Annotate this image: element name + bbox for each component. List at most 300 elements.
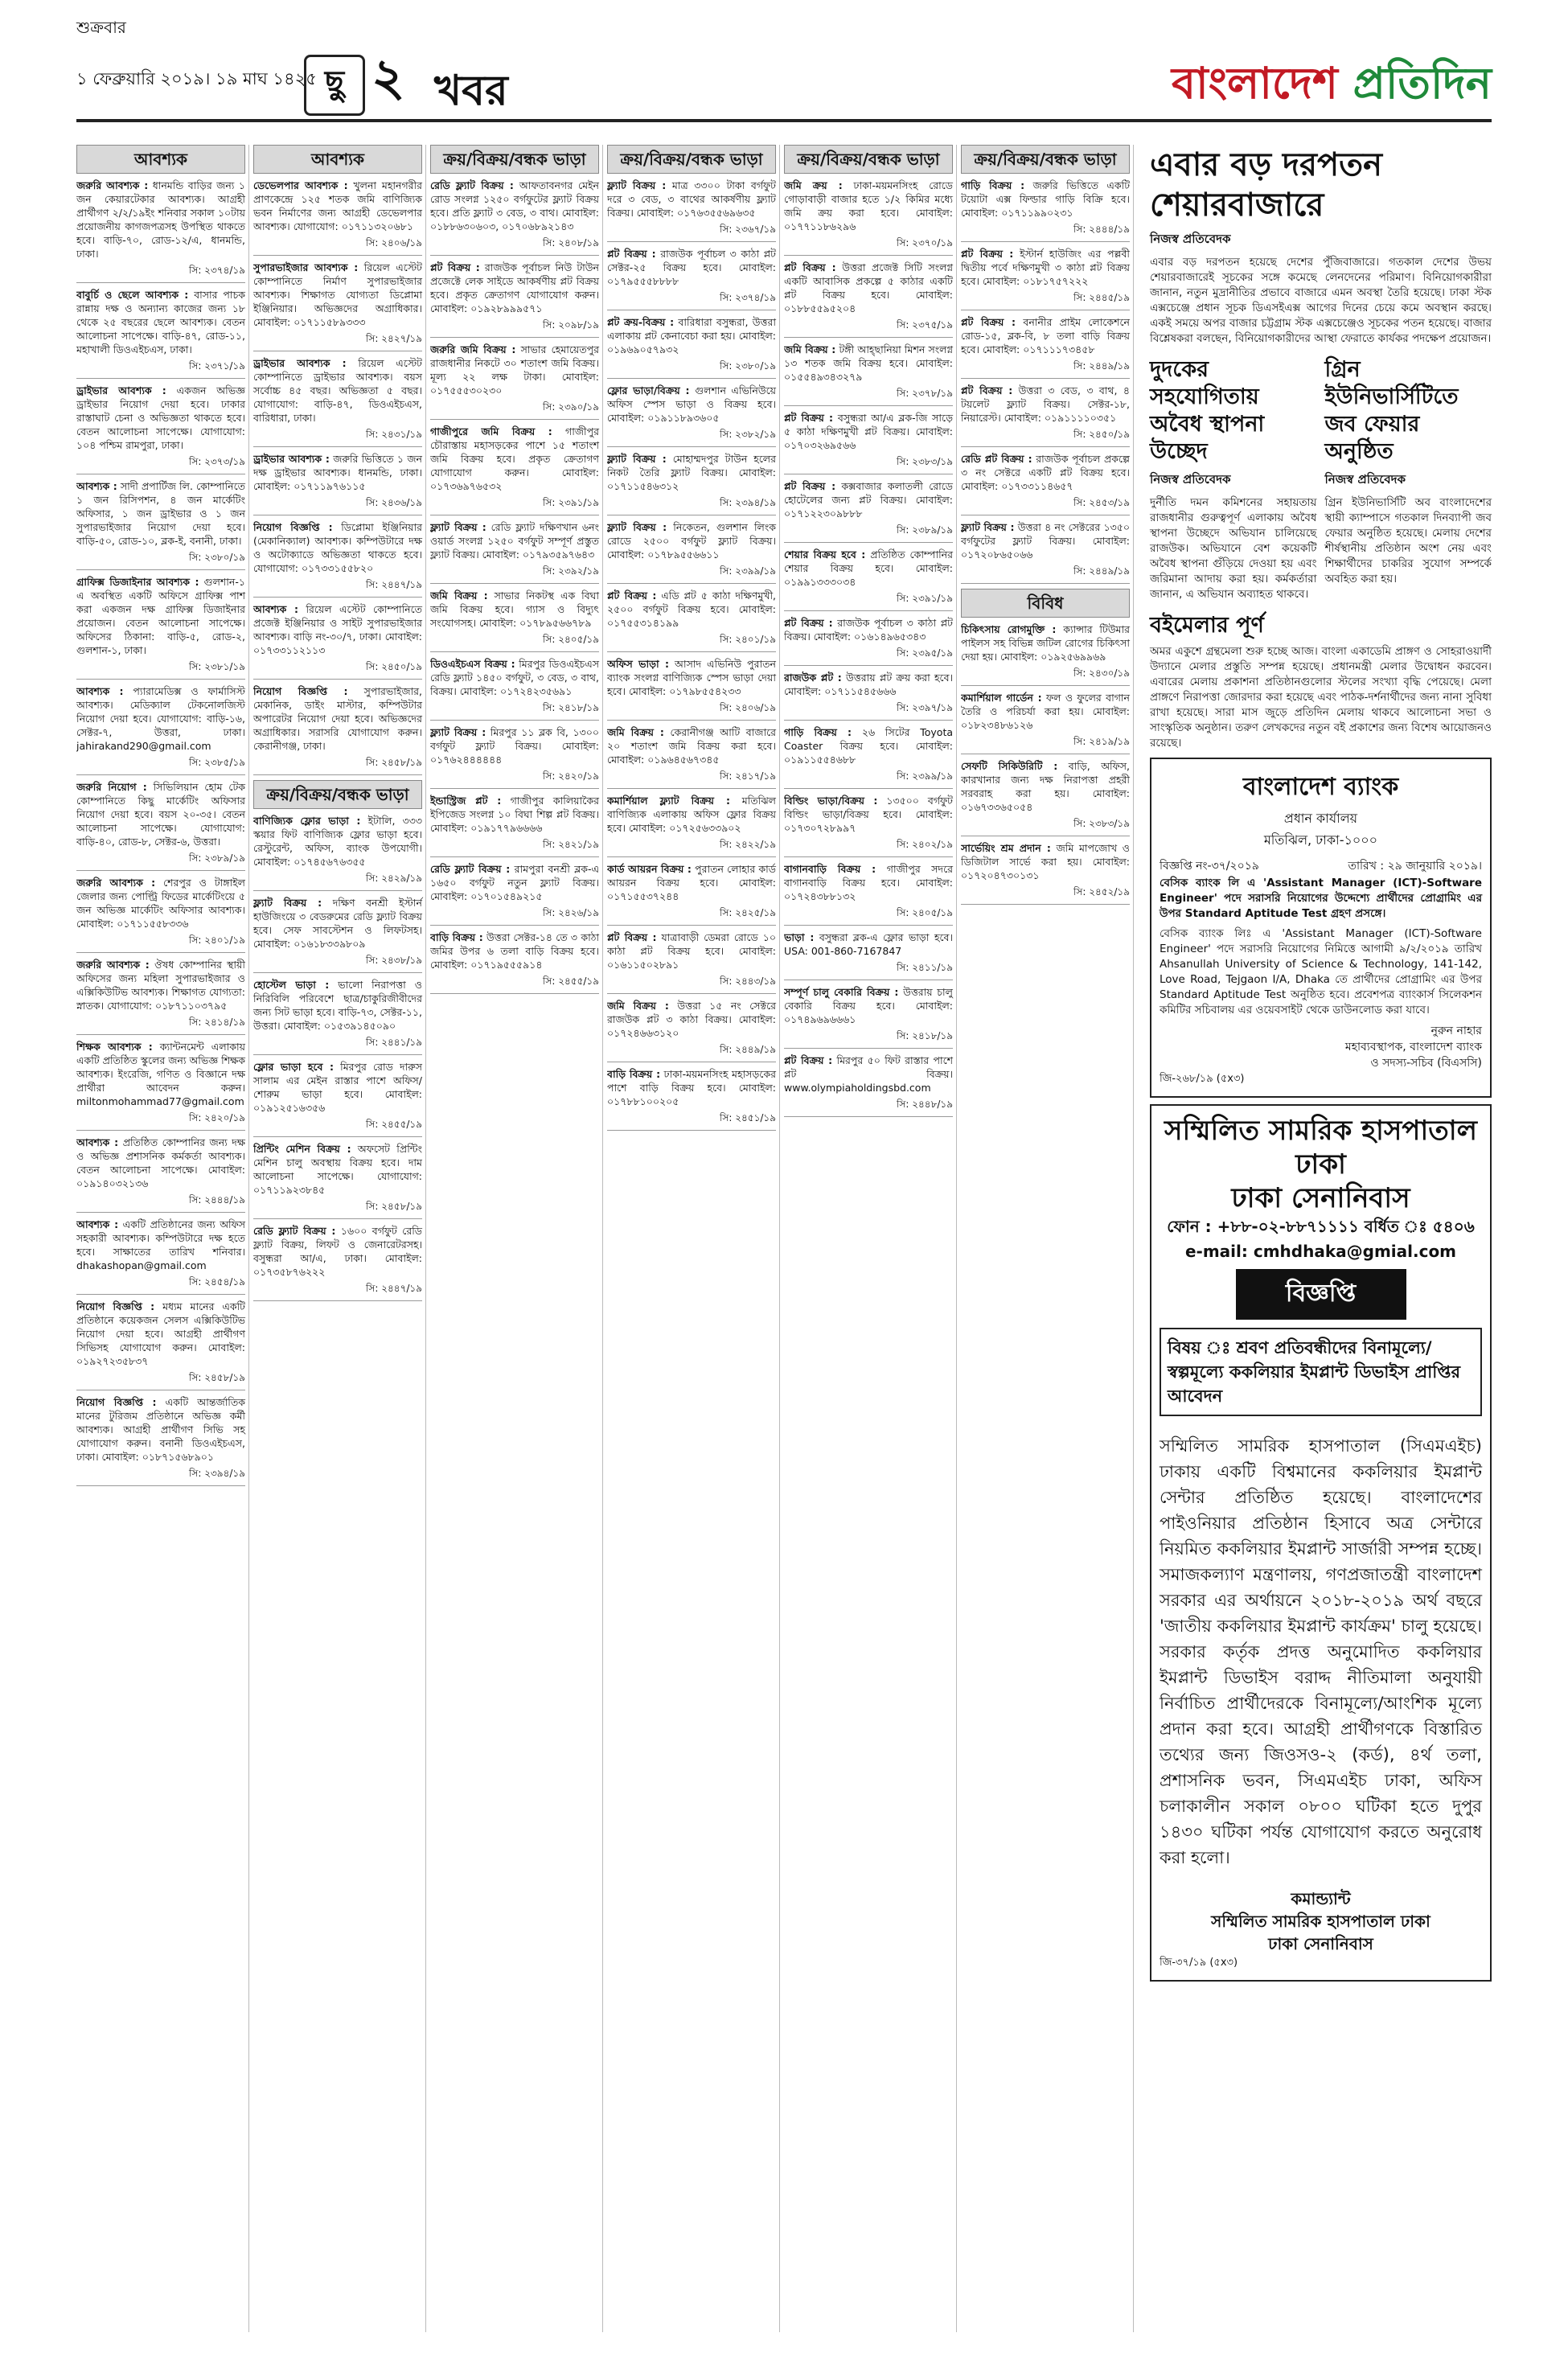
classified-ad [961,384,1130,425]
ad-lead: প্লট বিক্রয় : [784,1054,833,1066]
story4-body: অমর একুশে গ্রন্থমেলা শুরু হচ্ছে আজ। বাংলা একাডেমি প্রাঙ্গণ ও সোহরাওয়ার্দী উদ্যানে মেলার প্রস্তুতি সম্পন্ন হয়েছে। প্রধানমন্ত্রী মেলার উদ্বোধন করবেন। এবারের মেলায় প্রকাশনা প্রতিষ্ঠানগুলোর স্টলের সংখ্যা বৃদ্ধি পেয়েছে। মেলা প্রাঙ্গণে নিরাপত্তা জোরদার করা হয়েছে এবং পাঠক-দর্শনার্থীদের জন্য নানা সুবিধা রাখা হয়েছে। সারা মাস জুড়ে প্রতিদিন মেলায় থাকবে আলোচনা সভা ও সাংস্কৃতিক অনুষ্ঠান। তরুণ লেখকদের নতুন বই প্রকাশের জন্য বিশেষ আয়োজনও রয়েছে। [1150,645,1492,750]
ad-code: সি: ২৩৭১/১৯ [76,359,245,379]
classified-ad [253,1060,422,1115]
ad-code: সি: ২৪৫৫/১৯ [253,1118,422,1137]
ad-text: মোহাম্মদপুর টাউন হলের নিকট তৈরি ফ্ল্যাট বিক্রয়। মোবাইল: ০১৭১১৫৪৬৩১২ [607,453,776,492]
ad-lead: ফ্ল্যাট বিক্রয় : [607,521,667,533]
ad-text: বনানীর প্রাইম লোকেশনে রোড-১৫, ব্লক-বি, ৮ তলা বাড়ি বিক্রয় হবে। মোবাইল: ০১৭১১১৭৩৪৫৮ [961,316,1130,355]
classified-ad [253,602,422,657]
hospital-subject: বিষয় ঃ শ্রবণ প্রতিবন্ধীদের বিনামূল্যে/স্বল্পমূল্যে ককলিয়ার ইমপ্লান্ট ডিভাইস প্রাপ্তির আবেদন [1160,1328,1482,1416]
ad-code: সি: ২৩৮০/১৯ [76,551,245,570]
ad-lead: জমি বিক্রয় : [430,589,488,602]
ad-lead: ফ্লোর ভাড়া/বিক্রয় : [607,384,690,396]
ad-text: রাজউক পূর্বাচল নিউ টাউন প্রজেক্টে লেক সাইডে আকর্ষণীয় প্লট বিক্রয় হবে। প্রকৃত ক্রেতাগণ যোগাযোগ করুন। মোবাইল: ০১৯২৮৯৯৯৫৭১ [430,261,599,314]
ad-lead: ডিওএইচএস বিক্রয় : [430,658,515,670]
ad-code: সি: ২৪৪৯/১৯ [961,565,1130,584]
ad-code: সি: ২৪০১/১৯ [607,633,776,652]
ad-text: রিয়েল এস্টেট কোম্পানিতে ড্রাইভার আবশ্যক। বয়স সর্বোচ্চ ৪৫ বছর। অভিজ্ঞতা ৫ বছর। যোগাযোগ: বাড়ি-৪৭, ডিওএইচএস, বারিধারা, ঢাকা। [253,357,422,424]
classified-ad [76,575,245,657]
ad-code: সি: ২৩৮১/১৯ [76,660,245,680]
ad-code: সি: ২৪৫১/১৯ [607,1111,776,1131]
ad-text: ফল ও ফুলের বাগান তৈরি ও পরিচর্যা করা হয়। মোবাইল: ০১৮২৩৪৮৬১২৬ [961,692,1130,731]
ad-lead: গাড়ি বিক্রয় : [784,726,852,738]
ad-text: সাদী প্রপার্টিজ লি. কোম্পানিতে ১ জন রিসিপশন, ৪ জন মার্কেটিং অফিসার, ১ জন ড্রাইভার ও ১ জন সুপারভাইজার নিয়োগ দেয়া হবে। বাড়ি-৫০, রোড-১০, ব্লক-ই, বনানী, ঢাকা। [76,480,245,547]
ad-code: সি: ২৪৫২/১৯ [961,885,1130,905]
ad-lead: প্লট বিক্রয় : [607,589,657,602]
column-heading: আবশ্যক [253,145,422,174]
ad-code: সি: ২৩৭৪/১৯ [76,264,245,283]
classified-columns [76,145,1138,2332]
ad-code: সি: ২৪৩৮/১৯ [253,954,422,973]
ad-text: মিরপুর ডিওএইচএস রেডি ফ্ল্যাট ১৪৫০ বর্গফুট, ৩ বেড, ৩ বাথ, বিক্রয়। মোবাইল: ০১৭২৪২৩৫৬৯১ [430,658,599,697]
ad-code: সি: ২৩৮৯/১৯ [76,852,245,871]
classified-ad [607,452,776,493]
story2-byline: নিজস্ব প্রতিবেদক [1150,472,1231,487]
brand-main: বাংলাদেশ [1172,57,1353,109]
ad-text: একটি আন্তর্জাতিক মানের টুরিজম প্রতিষ্ঠানে অভিজ্ঞ কর্মী আবশ্যক। আগ্রহী প্রার্থীগণ সিভি সহ যোগাযোগ করুন। বনানী ডিওএইচএস, ঢাকা। মোবাইল: ০১৮৭১৫৬৮৯০১ [76,1396,245,1463]
classified-ad [607,794,776,835]
ad-lead: গাড়ি বিক্রয় : [961,179,1025,191]
ad-text: ১৬০০ বর্গফুট রেডি ফ্ল্যাট বিক্রয়, লিফট ও জেনারেটরসহ। বসুন্ধরা আ/এ, ঢাকা। মোবাইল: ০১৭৩৫৮৭৬২২২ [253,1225,422,1278]
ad-text: ধানমন্ডি বাড়ির জন্য ১ জন কেয়ারটেকার আবশ্যক। আগ্রহী প্রার্থীগণ ২/২/১৯ইং শনিবার সকাল ১০টায় প্রয়োজনীয় কাগজপত্রসহ উপস্থিত থাকতে হবে। বাড়ি-৭০, রোড-১২/এ, ধানমন্ডি, ঢাকা। [76,179,245,260]
classified-ad [961,247,1130,288]
ad-code: সি: ২৩৮৩/১৯ [784,455,953,474]
ad-lead: আবশ্যক : [76,1136,119,1148]
ad-text: গাজীপুর সদরে বাগানবাড়ি বিক্রয় হবে। মোবাইল: ০১৭২৪৩৮৮১৩২ [784,863,953,902]
ad-code: সি: ২৪১৮/১৯ [784,1029,953,1049]
classified-ad [253,520,422,575]
ad-lead: শিক্ষক আবশ্যক : [76,1041,153,1053]
classified-ad [430,261,599,315]
ad-code: সি: ২৪২৫/১৯ [607,906,776,926]
bank-body: বেসিক ব্যাংক লিঃ এ 'Assistant Manager (ICT)-Software Engineer' পদে সরাসরি নিয়োগের নিমিত্তে আগামী ৯/২/২০১৯ তারিখ Ahsanullah University of Science & Technology, 141-142, Love Road, Tejgaon I/A, Dhaka তে প্রার্থীদের প্রোগ্রামিং এর উপর Standard Aptitude Test অনুষ্ঠিত হবে। প্রবেশপত্র ব্যাংকার্স সিলেকশন কমিটির সচিবালয় এর ওয়েবসাইট থেকে ডাউনলোড করা যাবে। [1160,927,1482,1017]
ad-lead: প্লট বিক্রয় : [784,480,836,492]
ad-code: সি: ২৪৪৩/১৯ [607,975,776,994]
ad-text: উত্তরা ১৫ নং সেক্টরে রাজউক প্লট ৩ কাঠা বিক্রয়। মোবাইল: ০১৭২৪৬৬৩১২০ [607,1000,776,1039]
ad-lead: বিল্ডিং ভাড়া/বিক্রয় : [784,795,878,807]
ad-text: শেরপুর ও টাঙ্গাইল জেলার জন্য পোল্ট্রি ফিডের মার্কেটিংয়ে ৫ জন অভিজ্ঞ মার্কেটিং অফিসার আবশ্যক। মোবাইল: ০১৭১১৫৫৮৩৩৬ [76,877,245,930]
ad-lead: রাজউক প্লট : [784,672,842,684]
ad-lead: অফিস ভাড়া : [607,658,669,670]
side-stories [1150,351,1492,607]
classified-ad [961,691,1130,732]
classified-ad [784,343,953,384]
ad-text: মতিঝিল বাণিজ্যিক এলাকায় অফিস ফ্লোর বিক্রয় হবে। মোবাইল: ০১৭২৫৬৩৩৯০২ [607,795,776,834]
ad-lead: আবশ্যক : [76,1218,119,1230]
classified-ad [784,548,953,589]
classified-ad [607,247,776,288]
classified-ad [607,930,776,971]
page-number: ২ [371,48,405,108]
masthead-rule [76,119,1492,122]
ad-lead: জমি বিক্রয় : [784,343,836,355]
ad-lead: প্লট বিক্রয় : [961,248,1014,260]
ad-text: মিরপুর ৫০ ফিট রাস্তার পাশে প্লট বিক্রয়। www.olympiaholdingsbd.com [784,1054,953,1094]
ad-code: সি: ২৪৫৫/১৯ [430,975,599,994]
classified-ad [607,315,776,356]
classified-ad [784,479,953,520]
ad-text: জরুরি ভিত্তিতে ১ জন দক্ষ ড্রাইভার আবশ্যক। ধানমন্ডি, ঢাকা। মোবাইল: ০১৭১১৯৭৬১১৫ [253,453,422,492]
ad-text: আসাদ এভিনিউ পুরাতন ব্যাংক সংলগ্ন বাণিজ্যিক স্পেস ভাড়া দেয়া হবে। মোবাইল: ০১৭৯৮৫৫৪২৩৩ [607,658,776,697]
story3-headline: গ্রিন ইউনিভার্সিটিতে জব ফেয়ার অনুষ্ঠিত [1324,357,1459,464]
ad-code: সি: ২৪৫৮/১৯ [253,1200,422,1219]
classified-ad [961,520,1130,561]
hospital-org-1: সম্মিলিত সামরিক হাসপাতাল ঢাকা [1164,1115,1477,1181]
ad-lead: বাবুর্চি ও ছেলে আবশ্যক : [76,289,189,301]
hospital-sign-org1: সম্মিলিত সামরিক হাসপাতাল ঢাকা [1211,1912,1430,1931]
classified-ad [430,930,599,971]
ad-text: আফতাবনগর মেইন রোড সংলগ্ন ১২৫০ বর্গফুটের ফ্ল্যাট বিক্রয় হবে। প্রতি ফ্ল্যাট ৩ বেড, ৩ বাথ। মোবাইল: ০১৮৮৬৩০৬০৩, ০১৭০৬৮৯২১৪৩ [430,179,599,232]
ad-lead: ফ্ল্যাট বিক্রয় : [607,453,667,465]
ad-lead: ফ্ল্যাট বিক্রয় : [253,897,322,909]
classified-ad [607,179,776,220]
classified-ad [253,896,422,951]
story1-byline: নিজস্ব প্রতিবেদক [1150,232,1231,246]
classified-ad [784,261,953,315]
ad-text: মাত্র ৩৩০০ টাকা বর্গফুট দরে ৩ বেড, ৩ বাথের আকর্ষণীয় ফ্ল্যাট বিক্রয়। মোবাইল: ০১৭৬৩৫৫৬৯৬৩৫ [607,179,776,219]
ad-text: মিরপুর ১১ ব্লক বি, ১৩০০ বর্গফুট ফ্ল্যাট বিক্রয়। মোবাইল: ০১৭৬২৪৪৪৪৪৪ [430,726,599,766]
ad-lead: প্লট বিক্রয় : [961,316,1016,328]
classified-ad [784,985,953,1026]
classified-ad [607,520,776,561]
ad-lead: সুপারভাইজার আবশ্যক : [253,261,359,273]
ad-text: ইস্টার্ন হাউজিং এর পল্লবী দ্বিতীয় পর্বে দক্ষিণমুখী ৩ কাঠা প্লট বিক্রয় হবে। মোবাইল: ০১৮১৭৫৭২২২ [961,248,1130,287]
ad-lead: জরুরি আবশ্যক : [76,877,156,889]
ad-text: গুলশান এভিনিউয়ে অফিস স্পেস ভাড়া ও বিক্রয় হবে। মোবাইল: ০১৯১১৮৯৩৬০৫ [607,384,776,424]
ad-lead: নিয়োগ বিজ্ঞপ্তি : [253,521,333,533]
classified-ad [253,356,422,425]
ad-code: সি: ২৩৯৫/১৯ [784,647,953,666]
ad-lead: আবশ্যক : [76,685,124,697]
classified-column [607,145,780,2332]
classified-ad [253,1224,422,1279]
ad-code: সি: ২৪৩৬/১৯ [253,496,422,515]
ad-code: সি: ২৪২০/১৯ [430,770,599,789]
ad-text: উত্তরায় চালু বেকারি বিক্রয় হবে। মোবাইল: ০১৭৪৯৬৯৬৬৬১ [784,986,953,1025]
classified-ad [961,452,1130,493]
ad-text: কক্সবাজার কলাতলী রোডে হোটেলের জন্য প্লট বিক্রয়। মোবাইল: ০১৭১২২৩০৯৮৮৮ [784,480,953,520]
ad-lead: হোস্টেল ভাড়া : [253,979,330,991]
bank-sign-title: মহাব্যবস্থাপক, বাংলাদেশ ব্যাংক [1344,1041,1482,1054]
ad-text: ১৩৫০০ বর্গফুট বিল্ডিং ভাড়া/বিক্রয় হবে। মোবাইল: ০১৭৩০৭২৮৯৯৭ [784,795,953,834]
ad-lead: জরুরি আবশ্যক : [76,179,149,191]
ad-code: সি: ২৩৯২/১৯ [430,565,599,584]
classified-ad [784,179,953,233]
notice-title: বিজ্ঞপ্তি [1236,1269,1406,1320]
classified-ad [253,978,422,1033]
classified-column [784,145,957,2332]
hospital-phone: ফোন : +৮৮-০২-৮৮৭১১১১ বর্ধিত ঃ ৫৪০৬ [1167,1217,1475,1236]
ad-code: সি: ২৩৮৫/১৯ [76,756,245,775]
ad-code: সি: ২৪৫৮/১৯ [76,1371,245,1390]
classified-column [253,145,426,2332]
ad-text: উত্তরা সেক্টর-১৪ তে ৩ কাঠা জমির উপর ৬ তলা বাড়ি বিক্রয় হবে। মোবাইল: ০১৭১৯৫৫৫৯১৪ [430,931,599,971]
ad-text: ঢাকা-ময়মনসিংহ মহাসড়কের পাশে বাড়ি বিক্রয় হবে। মোবাইল: ০১৭৮৮১০০২০৫ [607,1068,776,1107]
classified-ad [961,622,1130,663]
ad-text: বসুন্ধরা আ/এ ব্লক-জি সাড়ে ৫ কাঠা দক্ষিণমুখী প্লট বিক্রয়। মোবাইল: ০১৭০৩২৬৯৫৬৬ [784,412,953,451]
ad-lead: সেফটি সিকিউরিটি : [961,760,1058,772]
classified-column [76,145,249,2332]
ad-lead: চিকিৎসায় রোগমুক্তি : [961,623,1057,635]
news-area [1150,145,1492,2332]
section-title: খবর [434,67,508,115]
ad-text: অফসেট প্রিন্টিং মেশিন চালু অবস্থায় বিক্রয় হবে। দাম আলোচনা সাপেক্ষে। যোগাযোগ: ০১৭১১৯২৩৮৪৫ [253,1143,422,1196]
bank-ref-row [1160,856,1482,876]
ad-code: সি: ২৪৩০/১৯ [961,667,1130,686]
ad-code: সি: ২৩৯৯/১৯ [607,565,776,584]
ad-lead: ফ্ল্যাট বিক্রয় : [430,726,486,738]
ad-text: একটি প্রতিষ্ঠানের জন্য অফিস সহকারী আবশ্যক। কম্পিউটারে দক্ষ হতে হবে। সাক্ষাতের তারিখ শনিবার। dhakashopan@gmail.com [76,1218,245,1271]
ad-lead: জমি বিক্রয় : [607,1000,669,1012]
classified-ad [607,862,776,903]
classified-ad [607,589,776,630]
ad-code: সি: ২৩৭৮/১৯ [784,387,953,406]
ad-code: সি: ২৪১৭/১৯ [607,770,776,789]
ad-text: সাভার নিকটস্থ এক বিঘা জমি বিক্রয় হবে। গ্যাস ও বিদ্যুৎ সংযোগসহ। মোবাইল: ০১৭৮৯৫৬৬৭৮৯ [430,589,599,629]
classified-ad [961,179,1130,220]
ad-lead: প্লট বিক্রয় : [607,248,656,260]
hospital-email[interactable]: e-mail: cmhdhaka@gmial.com [1184,1242,1457,1261]
classified-ad [784,930,953,958]
ad-code: সি: ২৪২১/১৯ [430,838,599,857]
classified-column [430,145,603,2332]
classified-ad [76,179,245,261]
classified-ad [253,684,422,753]
ad-text: বাড়ি, অফিস, কারখানার জন্য দক্ষ নিরাপত্তা প্রহরী সরবরাহ করা হয়। মোবাইল: ০১৬৭৩৩৬৫০৫৪ [961,760,1130,813]
ad-lead: ড্রাইভার আবশ্যক : [253,453,330,465]
ad-code: সি: ২৩৮৯/১৯ [784,524,953,543]
classified-ad [253,261,422,329]
ad-text: রিয়েল এস্টেট কোম্পানিতে প্রজেক্ট ইঞ্জিনিয়ার ও সাইট সুপারভাইজার আবশ্যক। বাড়ি নং-৩০/৭, ঢাকা। মোবাইল: ০১৭৩৩১১২১১৩ [253,603,423,656]
ad-text: প্রতিষ্ঠিত কোম্পানির জন্য দক্ষ ও অভিজ্ঞ প্রশাসনিক কর্মকর্তা আবশ্যক। বেতন আলোচনা সাপেক্ষে। মোবাইল: ০১৯১৪০৩২১৩৬ [76,1136,245,1189]
classified-ad [76,876,245,930]
classified-ad [76,288,245,356]
classified-ad [76,1136,245,1190]
ad-text: রিয়েল এস্টেট কোম্পানিতে নির্মাণ সুপারভাইজার আবশ্যক। শিক্ষাগত যোগ্যতা ডিপ্লোমা ইঞ্জিনিয়ার। অভিজ্ঞদের অগ্রাধিকার। মোবাইল: ০১৭১১৫৮৯৩৩৩ [253,261,422,328]
ad-code: সি: ২৪৫০/১৯ [253,660,422,680]
ad-lead: ফ্ল্যাট বিক্রয় : [607,179,667,191]
ad-code: সি: ২৪১৪/১৯ [76,1016,245,1035]
hospital-sign-org2: ঢাকা সেনানিবাস [1268,1934,1373,1953]
classified-ad [253,179,422,233]
story3-body: গ্রিন ইউনিভার্সিটি অব বাংলাদেশের স্থায়ী ক্যাম্পাসে গতকাল দিনব্যাপী জব ফেয়ার অনুষ্ঠিত হয়েছে। মেলায় দেশের শীর্ষস্থানীয় প্রতিষ্ঠান অংশ নেয় এবং শিক্ষার্থীদের চাকরির সুযোগ সম্পর্কে অবহিত করা হয়। [1324,496,1492,585]
classified-ad [76,1300,245,1368]
bank-address: মতিঝিল, ঢাকা-১০০০ [1263,832,1378,848]
ad-code: সি: ২৪০৬/১৯ [253,236,422,256]
ad-text: খুলনা মহানগরীর প্রাণকেন্দ্রে ১২৫ শতক জমি বাণিজ্যিক ভবন নির্মাণের জন্য আগ্রহী ডেভেলপার আবশ্যক। যোগাযোগ: ০১৭১১৩২০৬৮১ [253,179,422,232]
ad-text: উত্তরা প্রজেক্ট সিটি সংলগ্ন একটি আবাসিক প্রকল্পে ৫ কাঠার একটি প্লট বিক্রয় হবে। মোবাইল: ০১৮৮৫৫৯৫২০৪ [784,261,953,314]
ad-lead: প্লট বিক্রয় : [784,617,833,629]
ad-code: সি: ২৪১১/১৯ [784,961,953,980]
classified-ad [76,479,245,548]
story3 [1325,351,1492,607]
classified-ad [430,179,599,233]
ad-lead: সার্ভেয়িং শ্রম প্রদান : [961,842,1051,854]
bank-office: প্রধান কার্যালয় [1283,811,1358,826]
ad-text: রামপুরা বনশ্রী ব্লক-এ ১৬৫০ বর্গফুট নতুন ফ্ল্যাট বিক্রয়। মোবাইল: ০১৭০১৫৪৯২১৫ [430,863,599,902]
ad-text: মিরপুর রোড দারুস সালাম এর মেইন রাস্তার পাশে অফিস/শোরুম ভাড়া হবে। মোবাইল: ০১৯১২৫১৬৩৫৬ [253,1061,422,1114]
masthead [0,0,1568,137]
story1-headline: এবার বড় দরপতন শেয়ারবাজারে [1150,146,1383,224]
story2-headline: দুদকের সহযোগিতায় অবৈধ স্থাপনা উচ্ছেদ [1150,357,1265,464]
classified-ad [607,999,776,1040]
ad-code: সি: ২৪৪৪/১৯ [76,1193,245,1213]
ad-code: সি: ২৪৫০/১৯ [961,428,1130,447]
weekday: শুক্রবার [76,18,126,37]
hospital-notice [1150,1104,1492,1982]
bank-org: বাংলাদেশ ব্যাংক [1242,773,1399,801]
ad-text: টঙ্গী আহ্ছানিয়া মিশন সংলগ্ন ১৩ শতক জমি বিক্রয় হবে। মোবাইল: ০১৫৫৪৯৩৪৩২৭৯ [784,343,953,383]
ad-text: রাজউক পূর্বাচল ৩ কাঠা প্লট সেক্টর-২৫ বিক্রয় হবে। মোবাইল: ০১৭৯৫৫৫৮৮৮৮ [607,248,776,287]
ad-text: রাজউক পূর্বাচল প্রকল্পে ৩ নং সেক্টরে একটি প্লট বিক্রয় হবে। মোবাইল: ০১৭৩৩১১৪৬৫৭ [961,453,1130,492]
classified-ad [784,671,953,698]
ad-code: সি: ২৩৮৩/১৯ [961,817,1130,836]
ad-text: জরুরি ভিত্তিতে একটি টয়োটা এক্স ফিল্ডার গাড়ি বিক্রি হবে। মোবাইল: ০১৭১১৯৯০২৩১ [961,179,1131,219]
classified-ad [784,725,953,766]
classified-ad [784,862,953,903]
ad-text: গাজীপুর চৌরাস্তায় মহাসড়কের পাশে ১৫ শতাংশ জমি বিক্রয় হবে। প্রকৃত ক্রেতাগণ যোগাযোগ করুন। মোবাইল: ০১৭৩৬৯৭৬৫৩২ [430,425,599,492]
classified-ad [253,814,422,869]
ad-text: কেরানীগঞ্জ আটি বাজারে ২০ শতাংশ জমি বিক্রয় করা হবে। মোবাইল: ০১৯৬৪৫৬৭৩৪৫ [607,726,776,766]
story2-body: দুর্নীতি দমন কমিশনের সহায়তায় রাজধানীর গুরুত্বপূর্ণ এলাকায় অবৈধ স্থাপনা উচ্ছেদে অভিযান চালিয়েছে রাজউক। অভিযানে বেশ কয়েকটি অবৈধ স্থাপনা গুঁড়িয়ে দেওয়া হয় এবং জরিমানা আদায় করা হয়। কর্মকর্তারা জানান, এ অভিযান অব্যাহত থাকবে। [1150,496,1317,601]
classified-ad [76,684,245,753]
ad-text: দক্ষিণ বনশ্রী ইস্টার্ন হাউজিংয়ে ৩ বেডরুমের রেডি ফ্ল্যাট বিক্রয় হবে। সেফ সাবস্টেশন ও লিফটসহ। মোবাইল: ০১৬১৮৩৩৯৮০৯ [253,897,422,950]
column-heading: আবশ্যক [76,145,245,174]
ad-lead: ফ্ল্যাট বিক্রয় : [430,521,486,533]
ad-text: ডিপ্লোমা ইঞ্জিনিয়ার (মেকানিক্যাল) আবশ্যক। কম্পিউটারে দক্ষ ও অটোক্যাডে অভিজ্ঞতা থাকতে হবে। যোগাযোগ: ০১৭৩৩১৫৫৮২০ [253,521,422,574]
ad-code: সি: ২৪০৬/১৯ [607,701,776,721]
ad-text: উত্তরা ৪ নং সেক্টরের ১৩৫০ বর্গফুটের ফ্ল্যাট বিক্রয়। মোবাইল: ০১৭২০৮৬৫০৬৬ [961,521,1130,561]
bank-footer: জি-২৬৮/১৯ (৫x৩) [1160,1073,1245,1085]
classified-ad [430,589,599,630]
ad-text: সাভার হেমায়েতপুর রাজধানীর নিকটে ৩০ শতাংশ জমি বিক্রয়। মূল্য ২২ লক্ষ টাকা। মোবাইল: ০১৭৫৫৫৩০২৩০ [430,343,599,396]
classified-ad [784,794,953,835]
ad-text: প্যারামেডিক্স ও ফার্মাসিস্ট আবশ্যক। মেডিক্যাল টেকনোলজিস্ট নিয়োগ দেয়া হবে। যোগাযোগ: বাড়ি-১৬, সেক্টর-৭, উত্তরা, ঢাকা। jahirakand290@gmail.com [76,685,246,752]
ad-code: সি: ২৪০১/১৯ [76,934,245,953]
classified-ad [607,1067,776,1108]
ad-text: ঢাকা-ময়মনসিংহ রোডে গোড়াবাড়ী বাজার হতে ১/২ কিমির মধ্যে জমি ক্রয় করা হবে। মোবাইল: ০১৭৭১১৮৬২৯৬ [784,179,953,232]
ad-code: সি: ২৪১৯/১৯ [961,735,1130,754]
story3-byline: নিজস্ব প্রতিবেদক [1324,472,1406,487]
ad-text: প্রতিষ্ঠিত কোম্পানির শেয়ার বিক্রয় হবে। মোবাইল: ০১৯৯১৩৩৩০৩৪ [784,548,954,588]
ad-text: ভালো নিরাপত্তা ও নিরিবিলি পরিবেশে ছাত্র/চাকুরিজীবীদের জন্য সিট ভাড়া হবে। বাড়ি-৭৩, সেক্টর-১১, উত্তরা। মোবাইল: ০১৫৩৯১৪৫০৯০ [253,979,422,1032]
ad-text: সিভিলিয়ান হোম টেক কোম্পানিতে কিছু মার্কেটিং অফিসার নিয়োগ দেয়া হবে। বয়স ২০-৩৫। বেতন আলোচনা সাপেক্ষে। যোগাযোগ: বাড়ি-৪০, রোড-৮, সেক্টর-৬, উত্তরা। [76,781,246,848]
ad-text: মধ্যম মানের একটি প্রতিষ্ঠানে কয়েকজন সেলস এক্সিকিউটিভ নিয়োগ দেয়া হবে। আগ্রহী প্রার্থীগণ সিভিসহ যোগাযোগ করুন। মোবাইল: ০১৯২৭২৩৫৮৩৭ [76,1300,245,1367]
ad-lead: জরুরি জমি বিক্রয় : [430,343,516,355]
hospital-sign-title: কমান্ড্যান্ট [1291,1889,1351,1908]
classified-ad [76,384,245,452]
ad-code: সি: ২৪৪৯/১৯ [961,359,1130,379]
ad-lead: রেডি প্লট বিক্রয় : [961,453,1032,465]
ad-lead: আবশ্যক : [253,603,299,615]
ad-text: উত্তরায় প্লট ক্রয় করা হবে। মোবাইল: ০১৭১১৫৪৫৬৬৬ [784,672,954,697]
classified-ad [961,841,1130,882]
ad-code: সি: ২৩৭৫/১৯ [784,318,953,338]
ad-code: সি: ২৩৯৪/১৯ [607,496,776,515]
classified-ad [76,1395,245,1464]
ad-code: সি: ২৪৩১/১৯ [253,428,422,447]
column-heading: ক্রয়/বিক্রয়/বন্ধক ভাড়া [784,145,953,174]
ad-code: সি: ২৪৪৫/১৯ [961,291,1130,310]
classified-ad [430,657,599,698]
section-logo-icon: ছু [304,55,365,116]
ad-code: সি: ২৪০৮/১৯ [430,236,599,256]
classified-ad [76,1040,245,1108]
ad-lead: জরুরি নিয়োগ : [76,781,147,793]
ad-code: সি: ২৩৭৩/১৯ [76,455,245,474]
ad-code: সি: ২৪৫৮/১৯ [253,756,422,775]
ad-code: সি: ২৩৬৭/১৯ [607,223,776,242]
ad-text: গাজীপুর কালিয়াকৈর ইপিজেড সংলগ্ন ১০ বিঘা শিল্প প্লট বিক্রয়। মোবাইল: ০১৯১৭৭৯৬৬৬৬ [430,795,599,834]
ad-code: সি: ২৩৯১/১৯ [430,496,599,515]
ad-lead: ডেভেলপার আবশ্যক : [253,179,348,191]
ad-code: সি: ২৪০৫/১৯ [430,633,599,652]
classified-ad [430,343,599,397]
ad-lead: কমার্শিয়াল ফ্ল্যাট বিক্রয় : [607,795,731,807]
ad-text: বারিধারা বসুন্ধরা, উত্তরা এলাকায় প্লট কেনাবেচা করা হয়। মোবাইল: ০১৯৬৯০৫৭৯৩২ [607,316,776,355]
ad-lead: ড্রাইভার আবশ্যক : [253,357,347,369]
classified-ad [253,452,422,493]
ad-code: সি: ২৪২৭/১৯ [253,332,422,351]
ad-text: উত্তরা ৩ বেড, ৩ বাথ, ৪ টয়লেট ফ্ল্যাট বিক্রয়। সেক্টর-১৮, নিয়ারেস্ট। মোবাইল: ০১৯১১১১০৩৫১ [961,384,1130,424]
classified-ad [76,1218,245,1272]
ad-lead: নিয়োগ বিজ্ঞপ্তি : [76,1300,155,1312]
ad-code: সি: ২৩৭৪/১৯ [607,291,776,310]
ad-lead: বাড়ি বিক্রয় : [430,931,483,943]
newspaper-brand [1172,50,1492,122]
ad-lead: প্লট বিক্রয় : [430,261,480,273]
ad-text: ক্যান্সার টিউমার পাইলস সহ বিভিন্ন জটিল রোগের চিকিৎসা দেয়া হয়। মোবাইল: ০১৯২৫৬৯৯৬৯ [961,623,1130,663]
column-heading: বিবিধ [961,589,1130,618]
ad-code: সি: ২৪০২/১৯ [784,838,953,857]
bank-notice [1150,758,1492,1098]
bank-sign-role: ও সদস্য-সচিব (বিএসসি) [1370,1057,1482,1070]
ad-lead: ভাড়া : [784,931,815,943]
ad-text: এডি প্লট ৫ কাঠা দক্ষিণমুখী, ২৫০০ বর্গফুট বিক্রয় হবে। মোবাইল: ০১৭৫৫৩১৪১৯৯ [607,589,777,629]
ad-lead: বাড়ি বিক্রয় : [607,1068,661,1080]
date-line: ১ ফেব্রুয়ারি ২০১৯। ১৯ মাঘ ১৪২৫ [76,69,317,88]
ad-text: জমি মাপজোখ ও ডিজিটাল সার্ভে করা হয়। মোবাইল: ০১৭২০৪৭৩০১৩১ [961,842,1130,881]
brand-accent: প্রতিদিন [1353,57,1492,109]
ad-code: সি: ২৩৯৭/১৯ [784,701,953,721]
ad-code: সি: ২০৯৮/১৯ [430,318,599,338]
ad-lead: আবশ্যক : [76,480,117,492]
classified-ad [607,725,776,766]
ad-code: সি: ২৪৪৮/১৯ [784,1098,953,1117]
ad-code: সি: ২৪৪৭/১৯ [253,578,422,598]
ad-code: সি: ২৩৯১/১৯ [784,592,953,611]
classified-ad [961,759,1130,814]
ad-code: সি: ২৪৪৭/১৯ [253,1282,422,1301]
ad-lead: প্লট বিক্রয় : [961,384,1013,396]
classified-ad [76,958,245,1012]
classified-ad [430,862,599,903]
ad-text: রাজউক পূর্বাচল ৩ কাঠা প্লট বিক্রয়। মোবাইল: ০১৬১৪৯৬৫৩৪৩ [784,617,953,643]
ad-lead: কমার্শিয়াল গার্ডেন : [961,692,1042,704]
ad-lead: জরুরি আবশ্যক : [76,959,150,971]
bank-signature [1160,1023,1482,1071]
column-heading: ক্রয়/বিক্রয়/বন্ধক ভাড়া [253,780,422,809]
ad-text: একজন অভিজ্ঞ ড্রাইভার নিয়োগ দেয়া হবে। ঢাকার রাস্তাঘাট চেনা ও অভিজ্ঞতা থাকতে হবে। বেতন আলোচনা সাপেক্ষে। যোগাযোগ: ১০৪ পশ্চিম রামপুরা, ঢাকা। [76,384,245,451]
classified-ad [607,657,776,698]
ad-lead: প্লট বিক্রয় : [607,931,657,943]
ad-text: রেডি ফ্ল্যাট দক্ষিণখান ৬নং ওয়ার্ড সংলগ্ন ১২৫০ বর্গফুট সম্পূর্ণ প্রস্তুত ফ্ল্যাট বিক্রয়। মোবাইল: ০১৭৯৩৫৯৭৬৪৩ [430,521,599,561]
ad-code: সি: ২৪৫৩/১৯ [961,496,1130,515]
ad-lead: সম্পূর্ণ চালু বেকারি বিক্রয় : [784,986,899,998]
hospital-org-2: ঢাকা সেনানিবাস [1231,1182,1410,1214]
ad-text: বাসার পাচক রান্নায় দক্ষ ও অন্যান্য কাজের জন্য ১৮ থেকে ২৫ বছরের ছেলে আবশ্যক। বেতন আলোচনা সাপেক্ষে। বাড়ি-৪৭, রোড-১১, মহাখালী ডিওএইচএস, ঢাকা। [76,289,245,355]
ad-lead: বাণিজ্যিক ফ্লোর ভাড়া : [253,815,361,827]
